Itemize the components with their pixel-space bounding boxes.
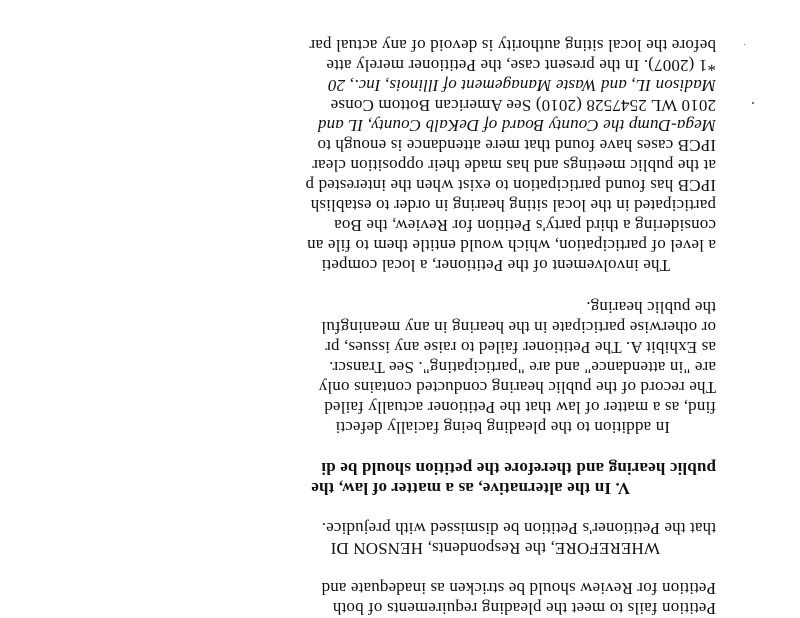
line-18: IPCB has found participation to exist when the interested p (305, 176, 716, 195)
line-8: find, as a matter of law that the Petitioner actually failed (324, 398, 716, 417)
line-23: Madison IL, and Waste Management of Illinois, Inc., 20 (327, 76, 716, 95)
line-9: The record of the public hearing conducted contains only (318, 378, 716, 397)
line-24: *1 (2007). In the present case, the Petitioner merely atte (326, 56, 716, 75)
scan-speck (752, 102, 754, 104)
line-16: considering a third party's Petition for Review, the Boa (334, 216, 716, 235)
scan-speck (744, 44, 745, 45)
line-20: IPCB cases have found that mere attendance is enough to (317, 136, 716, 155)
line-1: Petition fails to meet the pleading requirements of both (332, 599, 716, 618)
line-12: or otherwise participate in the hearing in any meaningful (321, 318, 716, 337)
line-21: Mega-Dump the County Board of DeKalb County, IL and (317, 116, 716, 135)
line-11: as Exhibit A. The Petitioner failed to raise any issues, pr (325, 338, 716, 357)
line-22: 2010 WL 2547528 (2010) See American Bottom Conse (330, 96, 716, 115)
line-6-heading: public hearing and therefore the petition should be di (321, 459, 716, 478)
line-10: are "in attendance" and are "participating". See Transcr. (328, 358, 716, 377)
line-5-heading: V. In the alternative, as a matter of law, the (311, 479, 630, 498)
line-19: at the public meetings and has made their opposition clear (312, 156, 716, 175)
line-15: a level of participation, which would entitle them to file an (307, 236, 716, 255)
line-2: Petition for Review should be stricken as inadequate and (321, 579, 716, 598)
line-13: the public hearing. (586, 298, 716, 317)
line-3: WHEREFORE, the Respondents, HENSON DI (330, 539, 660, 558)
line-14: The involvement of the Petitioner, a local competi (321, 256, 670, 275)
line-17: participated in the local siting hearing in order to establish (310, 196, 716, 215)
line-4: that the Petitioner's Petition be dismissed with prejudice. (321, 519, 716, 538)
line-7: In addition to the pleading being facially defecti (335, 418, 670, 437)
line-25: before the local siting authority is devoid of any actual par (309, 36, 716, 55)
